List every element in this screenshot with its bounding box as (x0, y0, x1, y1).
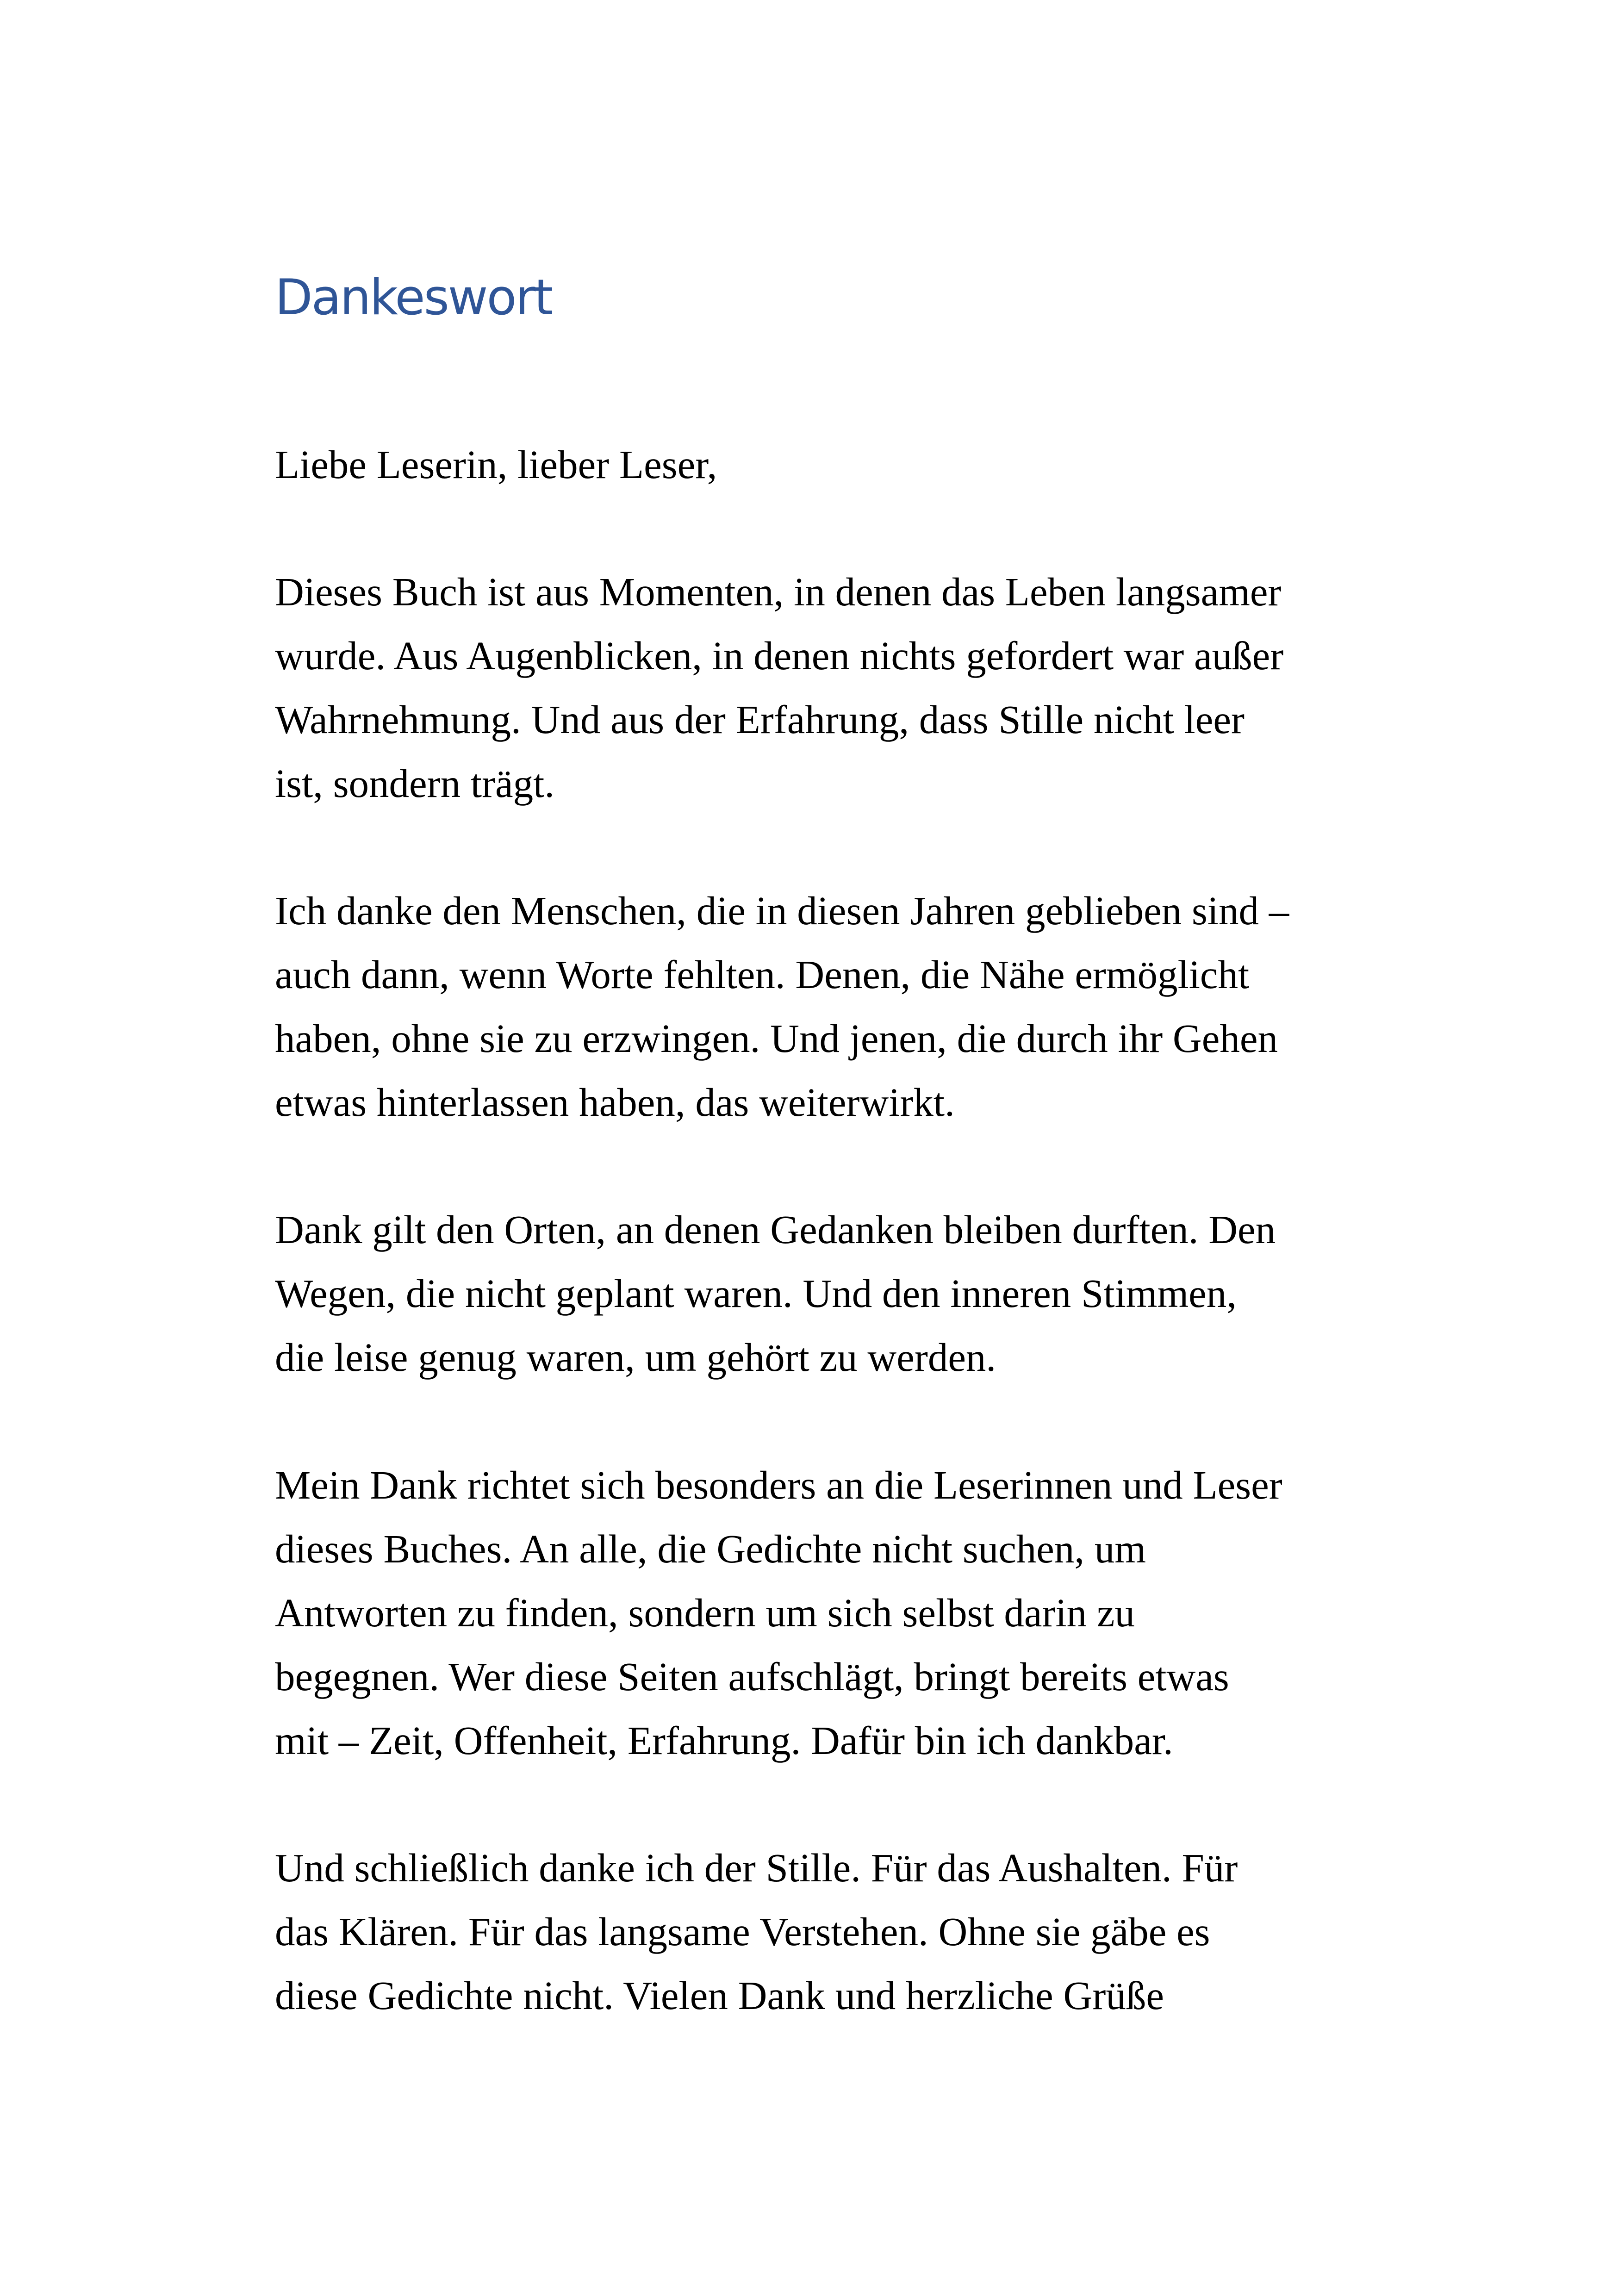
paragraph-line: diese Gedichte nicht. Vielen Dank und herzliche Grüße (275, 1973, 1164, 2018)
paragraph-line: mit – Zeit, Offenheit, Erfahrung. Dafür bin ich dankbar. (275, 1718, 1173, 1763)
paragraph-line: Wegen, die nicht geplant waren. Und den inneren Stimmen, (275, 1271, 1237, 1316)
paragraph-line: Wahrnehmung. Und aus der Erfahrung, dass Stille nicht leer (275, 697, 1245, 742)
paragraph-line: haben, ohne sie zu erzwingen. Und jenen, die durch ihr Gehen (275, 1016, 1278, 1061)
paragraph-line: ist, sondern trägt. (275, 761, 555, 806)
paragraph-2 (275, 879, 1289, 1134)
paragraph-line: die leise genug waren, um gehört zu werden. (275, 1335, 996, 1380)
paragraph-3 (275, 1198, 1276, 1389)
paragraph-line: dieses Buches. An alle, die Gedichte nicht suchen, um (275, 1526, 1146, 1571)
paragraph-line: auch dann, wenn Worte fehlten. Denen, die Nähe ermöglicht (275, 952, 1250, 997)
paragraph-1 (275, 560, 1283, 815)
paragraph-line: wurde. Aus Augenblicken, in denen nichts gefordert war außer (275, 633, 1284, 678)
paragraph-line: begegnen. Wer diese Seiten aufschlägt, bringt bereits etwas (275, 1654, 1229, 1699)
paragraph-line: Antworten zu finden, sondern um sich selbst darin zu (275, 1590, 1135, 1635)
paragraph-line: Dank gilt den Orten, an denen Gedanken bleiben durften. Den (275, 1207, 1276, 1252)
greeting-line: Liebe Leserin, lieber Leser, (275, 442, 717, 487)
page-title: Dankeswort (275, 269, 552, 326)
paragraph-line: Ich danke den Menschen, die in diesen Jahren geblieben sind – (275, 888, 1289, 933)
paragraph-5 (275, 1836, 1238, 2028)
paragraph-line: Und schließlich danke ich der Stille. Für das Aushalten. Für (275, 1845, 1238, 1890)
paragraph-line: das Klären. Für das langsame Verstehen. Ohne sie gäbe es (275, 1909, 1210, 1954)
paragraph-line: Dieses Buch ist aus Momenten, in denen das Leben langsamer (275, 569, 1282, 614)
paragraph-4 (275, 1453, 1282, 1773)
paragraph-line: Mein Dank richtet sich besonders an die Leserinnen und Leser (275, 1462, 1282, 1507)
greeting (275, 433, 717, 497)
paragraph-line: etwas hinterlassen haben, das weiterwirkt. (275, 1080, 955, 1125)
